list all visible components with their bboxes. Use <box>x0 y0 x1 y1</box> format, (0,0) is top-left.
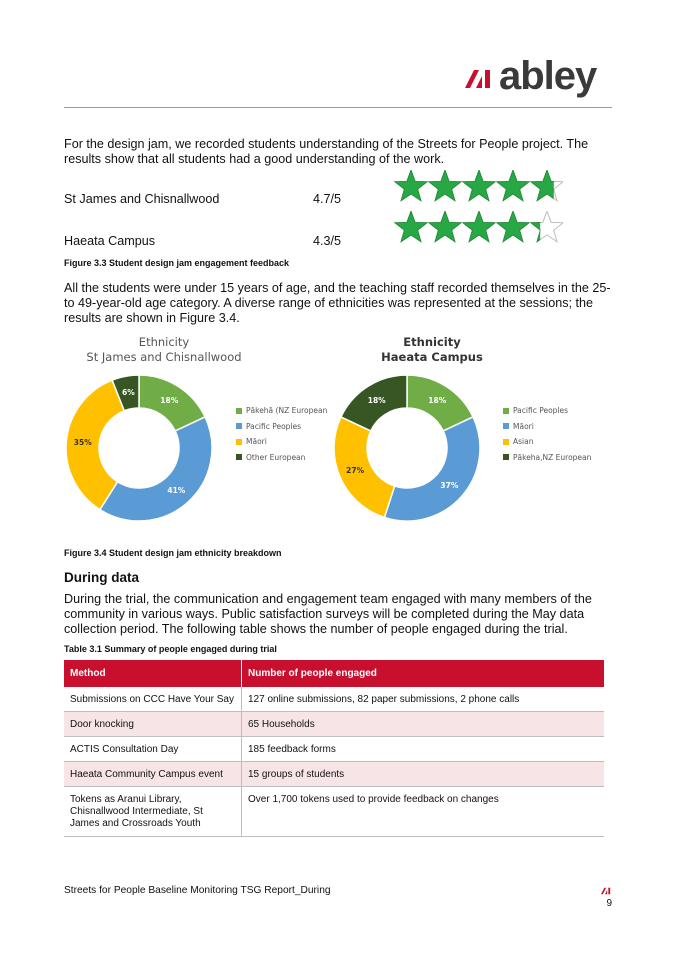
chart-title <box>64 335 264 365</box>
pie-slice <box>334 417 395 518</box>
during-paragraph: During the trial, the communication and engagement team engaged with many members of the community in various ways. Public satisfaction surveys will be completed during the May data collection period. The following table shows the number of people engaged during the trial. <box>64 592 592 636</box>
slice-data-label: 35% <box>73 438 92 448</box>
table-row <box>64 712 604 737</box>
abley-mark-icon <box>601 887 612 895</box>
chart-title-text: Ethnicity <box>138 335 190 349</box>
star-icon <box>531 170 563 201</box>
figure-3-3-caption: Figure 3.3 Student design jam engagement feedback <box>64 258 290 268</box>
table-cell: 15 groups of students <box>242 762 605 787</box>
chart-subtitle-text: St James and Chisnallwood <box>86 350 242 364</box>
legend-swatch <box>236 408 242 414</box>
header-divider <box>64 107 612 108</box>
table-cell: ACTIS Consultation Day <box>64 737 242 762</box>
legend-entry <box>503 403 591 419</box>
star-icon <box>463 211 495 242</box>
legend-entry <box>236 434 327 450</box>
legend-entry <box>236 403 327 419</box>
legend-entry <box>236 419 327 435</box>
table-cell: 185 feedback forms <box>242 737 605 762</box>
intro-paragraph: For the design jam, we recorded students understanding of the Streets for People project. The results show that all students had a good understanding of the work. <box>64 137 589 166</box>
slice-data-label: 18% <box>428 395 447 405</box>
slice-data-label: 18% <box>367 395 386 405</box>
table-row <box>64 787 604 837</box>
legend-entry <box>503 434 591 450</box>
feedback-score: 4.7/5 <box>313 192 342 206</box>
slice-data-label: 18% <box>160 395 179 405</box>
chart-title <box>332 335 532 365</box>
star-rating <box>393 211 563 245</box>
legend-label: Asian <box>513 437 534 447</box>
star-icon <box>497 211 529 242</box>
slice-data-label: 37% <box>440 480 459 490</box>
slice-data-label: 6% <box>122 388 135 398</box>
star-icon <box>463 170 495 201</box>
table-cell: 65 Households <box>242 712 605 737</box>
donut-chart <box>64 373 214 523</box>
table-cell: Submissions on CCC Have Your Say <box>64 687 242 712</box>
section-heading: During data <box>64 570 140 585</box>
abley-logo <box>465 54 610 100</box>
legend-label: Māori <box>246 437 267 447</box>
feedback-school-name: St James and Chisnallwood <box>64 192 220 206</box>
column-header-people-engaged: Number of people engaged <box>242 660 605 687</box>
pie-slice <box>384 417 480 521</box>
legend-swatch <box>503 423 509 429</box>
table-row <box>64 687 604 712</box>
star-icon <box>429 170 461 201</box>
legend-swatch <box>503 408 509 414</box>
star-icon <box>395 211 427 242</box>
slice-data-label: 41% <box>167 485 186 495</box>
table-cell: Haeata Community Campus event <box>64 762 242 787</box>
star-icon <box>497 170 529 201</box>
table-row <box>64 762 604 787</box>
chart-legend <box>236 403 327 465</box>
table-row <box>64 737 604 762</box>
legend-label: Pākehā (NZ European <box>246 406 328 416</box>
legend-label: Pacific Peoples <box>246 421 302 431</box>
chart-title-text: Ethnicity <box>403 335 461 349</box>
legend-label: Pacific Peoples <box>513 406 569 416</box>
ethnicity-paragraph: All the students were under 15 years of age, and the teaching staff recorded themselves in the 25- to 49-year-old age category. A diverse range of ethnicities was represented at the sessions; the results are shown in Figure 3.4. <box>64 281 611 325</box>
legend-label: Pākeha,NZ European <box>513 452 592 462</box>
legend-label: Māori <box>513 421 534 431</box>
star-rating <box>393 170 563 204</box>
legend-swatch <box>236 423 242 429</box>
slice-data-label: 27% <box>346 465 365 475</box>
page-number: 9 <box>606 898 612 909</box>
chart-legend <box>503 403 591 465</box>
legend-entry <box>503 450 591 466</box>
table-cell: Tokens as Aranui Library, Chisnallwood Intermediate, St James and Crossroads Youth <box>64 787 242 837</box>
table-caption: Table 3.1 Summary of people engaged during trial <box>64 644 277 654</box>
figure-3-4-caption: Figure 3.4 Student design jam ethnicity breakdown <box>64 548 282 558</box>
legend-swatch <box>236 454 242 460</box>
chart-subtitle-text: Haeata Campus <box>381 350 483 364</box>
legend-entry <box>236 450 327 466</box>
star-icon <box>531 211 563 242</box>
column-header-method: Method <box>64 660 242 687</box>
abley-mark-icon <box>465 70 495 88</box>
star-icon <box>429 211 461 242</box>
table-cell: 127 online submissions, 82 paper submissions, 2 phone calls <box>242 687 605 712</box>
star-icon <box>395 170 427 201</box>
footer-title: Streets for People Baseline Monitoring TSG Report_During <box>64 885 331 896</box>
table-header-row <box>64 660 604 687</box>
engagement-table <box>64 660 604 837</box>
table-cell: Over 1,700 tokens used to provide feedback on changes <box>242 787 605 837</box>
legend-swatch <box>503 439 509 445</box>
legend-swatch <box>236 439 242 445</box>
logo-wordmark: abley <box>499 54 597 98</box>
legend-label: Other European <box>246 452 306 462</box>
legend-entry <box>503 419 591 435</box>
donut-chart <box>332 373 482 523</box>
feedback-school-name: Haeata Campus <box>64 234 156 248</box>
table-cell: Door knocking <box>64 712 242 737</box>
legend-swatch <box>503 454 509 460</box>
feedback-score: 4.3/5 <box>313 234 342 248</box>
pie-slice <box>100 417 212 521</box>
